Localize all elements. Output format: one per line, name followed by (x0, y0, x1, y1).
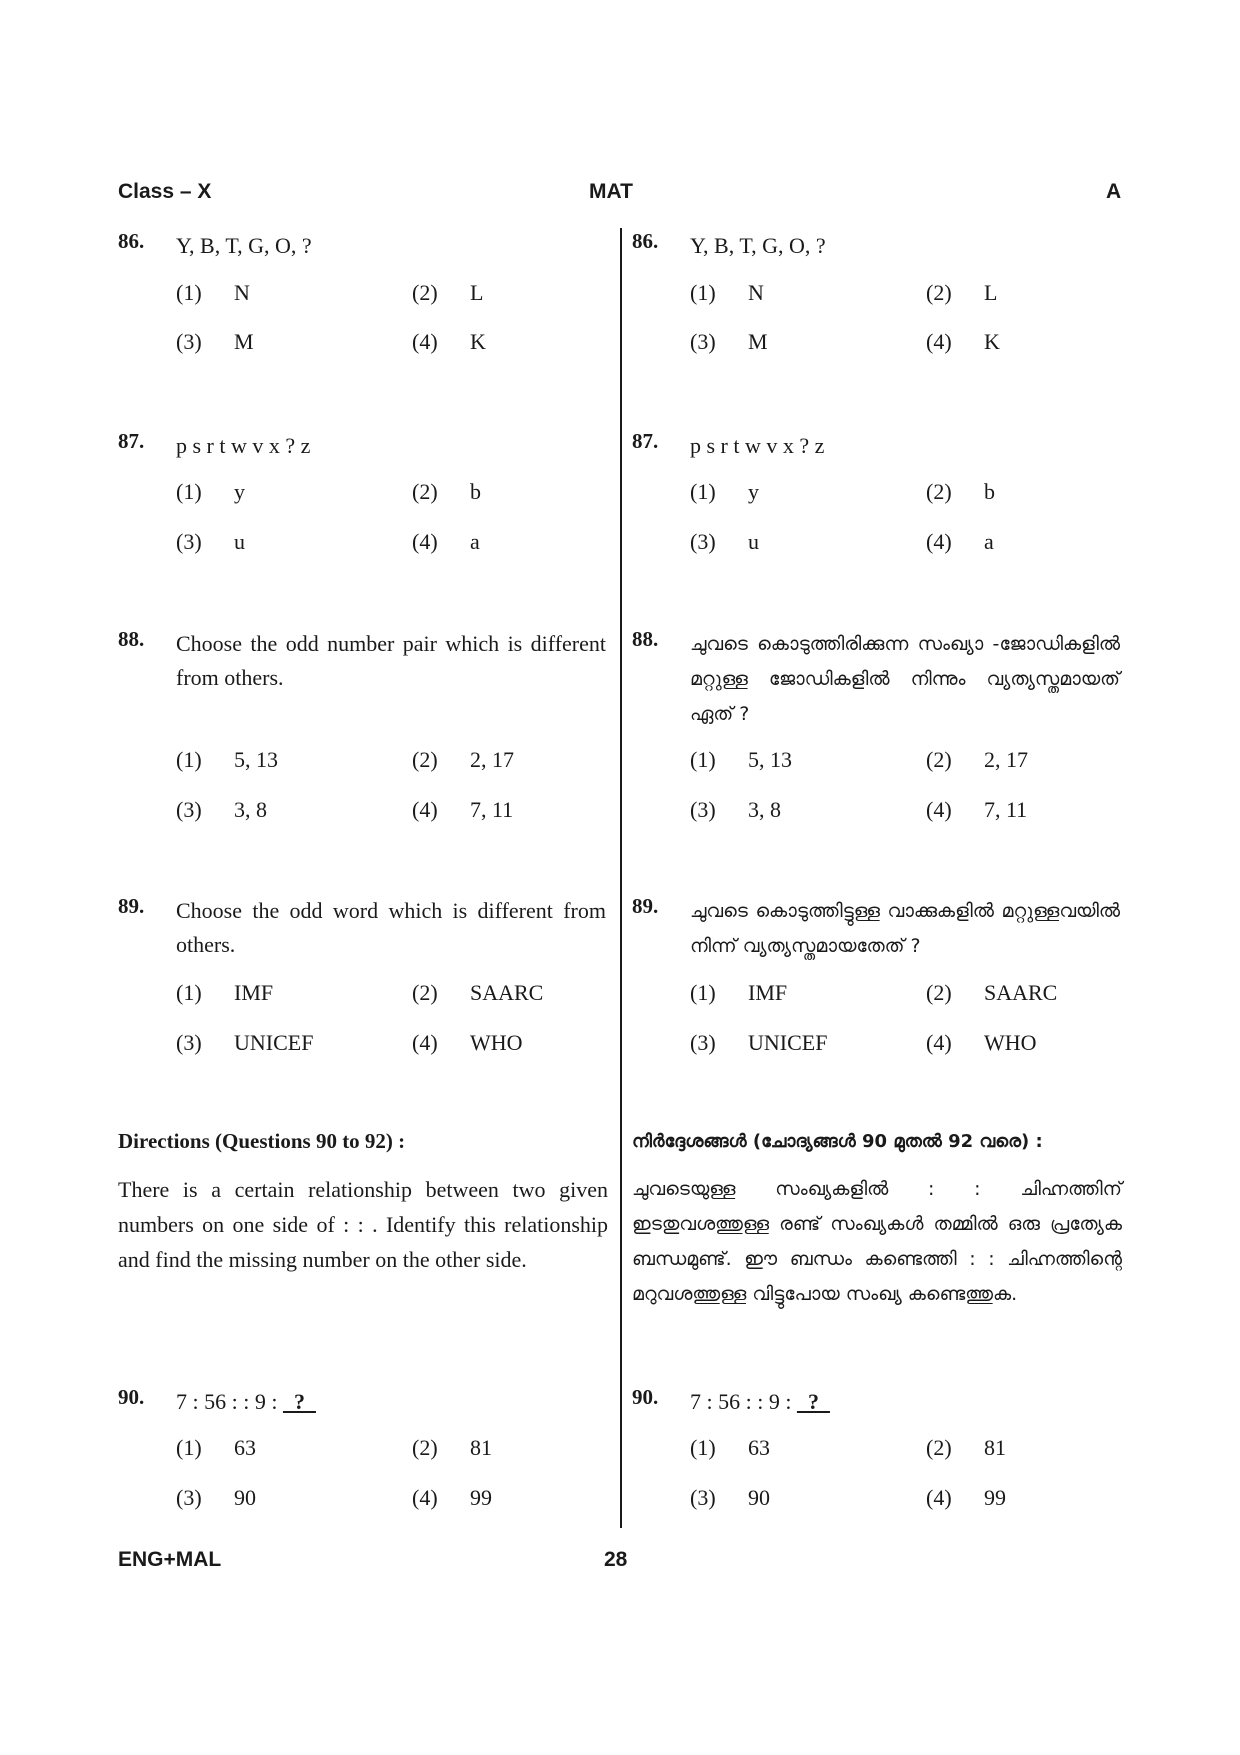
option-label: (4) (412, 1485, 438, 1510)
option-value: L (984, 280, 998, 305)
option-value: 99 (470, 1485, 492, 1510)
question-number: 89. (118, 894, 145, 918)
footer-language: ENG+MAL (118, 1548, 222, 1571)
option-label: (1) (176, 1435, 202, 1460)
option-value: M (748, 329, 768, 354)
question-text: Choose the odd number pair which is different from others. (176, 631, 606, 690)
question-number: 88. (632, 627, 659, 651)
option-value: 99 (984, 1485, 1006, 1510)
directions-body: ചുവടെയുള്ള സംഖ്യകളിൽ : : ചിഹ്നത്തിന് ഇടതുവശത്തുള്ള രണ്ട് സംഖ്യകൾ തമ്മിൽ ഒരു പ്രത്യേക ബന്ധമുണ്ട്. ഈ ബന്ധം കണ്ടെത്തി : : ചിഹ്നത്തിന്റെ മറുവശത്തുള്ള വിട്ടുപോയ സംഖ്യ കണ്ടെത്തുക. (632, 1178, 1122, 1305)
option-value: 2, 17 (984, 747, 1028, 772)
question-number: 87. (632, 429, 659, 453)
option-label: (1) (176, 980, 202, 1005)
question-text: p s r t w v x ? z (690, 433, 825, 458)
option-label: (4) (412, 797, 438, 822)
option-value: 2, 17 (470, 747, 514, 772)
option-value: 63 (234, 1435, 256, 1460)
option-label: (1) (176, 280, 202, 305)
option-value: a (984, 529, 994, 554)
option-value: K (470, 329, 486, 354)
question-number: 86. (118, 229, 145, 253)
header-subject: MAT (589, 180, 633, 203)
option-label: (2) (412, 280, 438, 305)
option-value: u (234, 529, 245, 554)
option-value: y (748, 479, 759, 504)
option-label: (1) (690, 280, 716, 305)
option-label: (1) (690, 747, 716, 772)
option-label: (4) (926, 329, 952, 354)
directions-title: Directions (Questions 90 to 92) : (118, 1129, 406, 1153)
option-value: WHO (984, 1030, 1037, 1055)
option-value: K (984, 329, 1000, 354)
option-value: 7, 11 (470, 797, 514, 822)
option-value: b (984, 479, 995, 504)
question-number: 88. (118, 627, 145, 651)
option-label: (3) (176, 329, 202, 354)
option-value: a (470, 529, 480, 554)
option-label: (4) (926, 1485, 952, 1510)
option-value: 3, 8 (748, 797, 781, 822)
option-value: 63 (748, 1435, 770, 1460)
page-number: 28 (604, 1548, 628, 1571)
option-label: (1) (690, 980, 716, 1005)
directions-body: There is a certain relationship between two given numbers on one side of : : . Identify this relationship and find the missing number on the other side. (118, 1177, 608, 1272)
option-label: (1) (690, 1435, 716, 1460)
option-value: SAARC (470, 980, 544, 1005)
option-value: N (748, 280, 764, 305)
option-label: (4) (412, 1030, 438, 1055)
option-label: (4) (926, 797, 952, 822)
question-stem: 7 : 56 : : 9 : (690, 1389, 797, 1414)
option-label: (3) (176, 1030, 202, 1055)
option-value: L (470, 280, 484, 305)
option-value: N (234, 280, 250, 305)
question-text: ചുവടെ കൊടുത്തിരിക്കുന്ന സംഖ്യാ -ജോഡികളിൽ മറ്റുള്ള ജോഡികളിൽ നിന്നും വ്യത്യസ്തമായത് ഏത് ? (690, 633, 1120, 725)
answer-blank: ? (796, 1389, 830, 1414)
option-label: (4) (926, 1030, 952, 1055)
option-label: (3) (176, 797, 202, 822)
question-number: 90. (632, 1385, 659, 1409)
option-label: (3) (176, 529, 202, 554)
option-value: WHO (470, 1030, 523, 1055)
question-text: ചുവടെ കൊടുത്തിട്ടുള്ള വാക്കുകളിൽ മറ്റുള്ളവയിൽ നിന്ന് വ്യത്യസ്തമായതേത് ? (690, 900, 1120, 957)
option-label: (4) (926, 529, 952, 554)
question-text (690, 1385, 1120, 1419)
question-number: 87. (118, 429, 145, 453)
question-text: Choose the odd word which is different from others. (176, 898, 606, 957)
option-label: (2) (412, 747, 438, 772)
option-value: u (748, 529, 759, 554)
option-value: M (234, 329, 254, 354)
option-value: 90 (748, 1485, 770, 1510)
option-value: b (470, 479, 481, 504)
header-class: Class – X (118, 180, 212, 203)
option-label: (4) (412, 329, 438, 354)
option-value: 5, 13 (748, 747, 792, 772)
option-label: (1) (690, 479, 716, 504)
option-value: 7, 11 (984, 797, 1028, 822)
option-label: (2) (926, 747, 952, 772)
column-divider (620, 228, 622, 1528)
option-label: (2) (926, 479, 952, 504)
header-version: A (1106, 180, 1122, 203)
option-value: UNICEF (748, 1030, 828, 1055)
option-value: UNICEF (234, 1030, 314, 1055)
option-label: (3) (690, 529, 716, 554)
option-label: (3) (690, 1030, 716, 1055)
option-label: (2) (926, 1435, 952, 1460)
directions-title: നിർദ്ദേശങ്ങൾ (ചോദ്യങ്ങൾ 90 മുതൽ 92 വരെ) : (632, 1131, 1043, 1152)
option-label: (2) (412, 1435, 438, 1460)
option-label: (3) (690, 797, 716, 822)
option-value: IMF (234, 980, 274, 1005)
option-label: (2) (412, 479, 438, 504)
answer-blank: ? (282, 1389, 316, 1414)
option-value: 81 (470, 1435, 492, 1460)
question-text: p s r t w v x ? z (176, 433, 311, 458)
question-text (176, 1385, 606, 1419)
question-text: Y, B, T, G, O, ? (690, 233, 826, 258)
option-value: 90 (234, 1485, 256, 1510)
option-label: (3) (690, 329, 716, 354)
option-label: (3) (176, 1485, 202, 1510)
option-value: SAARC (984, 980, 1058, 1005)
question-number: 89. (632, 894, 659, 918)
option-value: 3, 8 (234, 797, 267, 822)
option-value: 5, 13 (234, 747, 278, 772)
question-stem: 7 : 56 : : 9 : (176, 1389, 283, 1414)
option-label: (2) (412, 980, 438, 1005)
option-label: (1) (176, 479, 202, 504)
question-text: Y, B, T, G, O, ? (176, 233, 312, 258)
option-label: (1) (176, 747, 202, 772)
option-label: (2) (926, 280, 952, 305)
question-number: 86. (632, 229, 659, 253)
option-label: (3) (690, 1485, 716, 1510)
question-number: 90. (118, 1385, 145, 1409)
option-label: (4) (412, 529, 438, 554)
option-value: y (234, 479, 245, 504)
option-label: (2) (926, 980, 952, 1005)
option-value: IMF (748, 980, 788, 1005)
option-value: 81 (984, 1435, 1006, 1460)
